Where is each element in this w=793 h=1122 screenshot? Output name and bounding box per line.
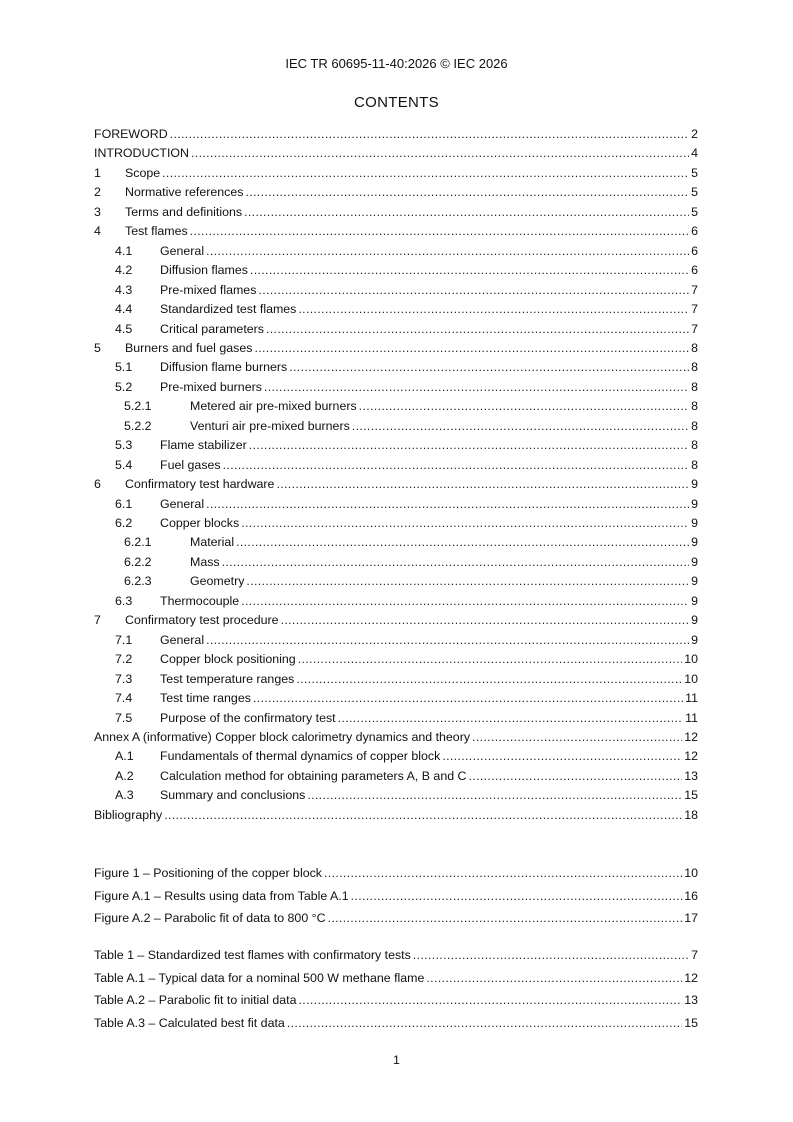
dot-leader <box>164 807 682 823</box>
toc-entry[interactable] <box>94 554 698 570</box>
toc-entry-number: 6.2.2 <box>124 554 152 569</box>
toc-entry-title: Fuel gases <box>160 457 221 472</box>
toc-entry-page: 10 <box>684 652 698 667</box>
toc-entry-page: 18 <box>684 807 698 822</box>
toc-entry-page: 10 <box>684 671 698 686</box>
dot-leader <box>276 476 689 492</box>
figure-entry[interactable] <box>94 865 698 881</box>
dot-leader <box>413 947 689 963</box>
dot-leader <box>266 321 689 337</box>
toc-entry-page: 9 <box>691 632 698 647</box>
toc-entry-page: 7 <box>691 302 698 317</box>
toc-entry[interactable] <box>94 398 698 414</box>
toc-entry[interactable] <box>94 593 698 609</box>
dot-leader <box>324 865 682 881</box>
toc-entry[interactable] <box>94 165 698 181</box>
dot-leader <box>307 787 682 803</box>
toc-entry-page: 2 <box>691 127 698 141</box>
figure-entry-page: 16 <box>684 888 698 903</box>
toc-entry[interactable] <box>94 359 698 375</box>
toc-entry[interactable] <box>94 184 698 200</box>
dot-leader <box>287 1015 682 1031</box>
table-entry[interactable] <box>94 1015 698 1031</box>
toc-entry-page: 4 <box>691 146 698 161</box>
toc-entry[interactable] <box>94 145 698 161</box>
dot-leader <box>338 710 684 726</box>
toc-entry-title: General <box>160 632 205 647</box>
toc-entry-page: 6 <box>691 243 698 258</box>
toc-entry-title: FOREWORD <box>94 127 168 141</box>
toc-entry-title: Pre-mixed burners <box>160 379 262 394</box>
toc-entry[interactable] <box>94 282 698 298</box>
toc-entry[interactable] <box>94 126 698 142</box>
toc-entry-title: Mass <box>190 554 220 569</box>
toc-entry-page: 8 <box>691 418 698 433</box>
toc-entry[interactable] <box>94 476 698 492</box>
toc-entry-title: Confirmatory test procedure <box>125 613 279 628</box>
toc-entry-title: Terms and definitions <box>125 204 243 219</box>
toc-entry-title: Diffusion flame burners <box>160 360 288 375</box>
toc-entry-page: 11 <box>685 691 698 706</box>
toc-entry-number: A.1 <box>115 749 134 764</box>
toc-entry-title: Bibliography <box>94 807 163 822</box>
toc-entry-number: 5.2 <box>115 379 133 394</box>
toc-entry-number: 5.3 <box>115 438 133 453</box>
toc-entry-title: Test time ranges <box>160 691 251 706</box>
dot-leader <box>223 457 689 473</box>
table-entry[interactable] <box>94 970 698 986</box>
dot-leader <box>170 126 689 142</box>
dot-leader <box>246 573 689 589</box>
toc-entry-page: 5 <box>691 185 698 200</box>
toc-entry[interactable] <box>94 223 698 239</box>
toc-entry-page: 7 <box>691 282 698 297</box>
table-entry-title: Table A.2 – Parabolic fit to initial data <box>94 993 297 1008</box>
dot-leader <box>162 165 689 181</box>
toc-entry-page: 8 <box>691 379 698 394</box>
toc-entry-number: 6.2 <box>115 516 133 530</box>
toc-entry-number: 5 <box>94 340 101 355</box>
toc-entry[interactable] <box>94 748 698 764</box>
dot-leader <box>469 768 683 784</box>
toc-entry-number: 4.1 <box>115 243 133 258</box>
toc-entry-title: Burners and fuel gases <box>125 340 253 355</box>
toc-entry-title: General <box>160 496 205 511</box>
toc-entry-title: Material <box>190 535 235 550</box>
toc-entry[interactable] <box>94 612 698 628</box>
toc-entry-page: 7 <box>691 321 698 336</box>
dot-leader <box>245 184 689 200</box>
toc-entry[interactable] <box>94 321 698 337</box>
dot-leader <box>244 204 689 220</box>
toc-entry-page: 12 <box>684 729 698 744</box>
dot-leader <box>236 534 689 550</box>
toc-entry-title: INTRODUCTION <box>94 146 189 161</box>
dot-leader <box>442 748 682 764</box>
toc-entry-number: 7 <box>94 613 101 628</box>
dot-leader <box>206 243 689 259</box>
table-entry-page: 15 <box>684 1015 698 1030</box>
toc-entry-title: Geometry <box>190 574 245 589</box>
figure-entry-page: 17 <box>684 911 698 925</box>
toc-entry[interactable] <box>94 573 698 589</box>
toc-entry[interactable] <box>94 515 698 531</box>
dot-leader <box>359 398 689 414</box>
toc-entry-number: 7.3 <box>115 671 133 686</box>
figure-entry[interactable] <box>94 910 698 926</box>
table-entry-page: 12 <box>684 970 698 985</box>
toc-entry-page: 9 <box>691 535 698 550</box>
figure-entry-title: Figure A.2 – Parabolic fit of data to 800 °C <box>94 911 326 925</box>
toc-entry[interactable] <box>94 340 698 356</box>
toc-entry[interactable] <box>94 768 698 784</box>
dot-leader <box>426 970 682 986</box>
toc-entry-page: 13 <box>684 768 698 783</box>
toc-entry-number: 1 <box>94 165 101 180</box>
figure-entry[interactable] <box>94 888 698 904</box>
toc-entry-number: 5.4 <box>115 457 133 472</box>
toc-entry-page: 15 <box>684 788 698 803</box>
page-number: 1 <box>393 1053 400 1067</box>
dot-leader <box>206 632 689 648</box>
dot-leader <box>264 379 689 395</box>
table-entry-page: 13 <box>684 993 698 1008</box>
toc-entry-page: 11 <box>685 710 698 725</box>
toc-entry-page: 9 <box>691 554 698 569</box>
toc-entry-number: 5.2.1 <box>124 399 152 414</box>
dot-leader <box>328 910 683 926</box>
toc-entry-page: 9 <box>691 593 698 608</box>
toc-entry-page: 8 <box>691 360 698 375</box>
toc-entry[interactable] <box>94 243 698 259</box>
toc-entry-title: General <box>160 243 205 258</box>
dot-leader <box>254 340 689 356</box>
dot-leader <box>296 671 682 687</box>
toc-entry-number: 4.5 <box>115 321 133 336</box>
toc-entry-number: 4.2 <box>115 263 133 278</box>
toc-entry-title: Critical parameters <box>160 321 264 336</box>
toc-entry-title: Normative references <box>125 185 244 200</box>
table-entry[interactable] <box>94 947 698 963</box>
toc-entry-number: 3 <box>94 204 101 219</box>
dot-leader <box>250 262 689 278</box>
toc-entry-title: Scope <box>125 165 161 180</box>
toc-entry-title: Annex A (informative) Copper block calorimetry dynamics and theory <box>94 729 471 744</box>
table-entry-title: Table A.1 – Typical data for a nominal 500 W methane flame <box>94 970 425 985</box>
figure-entry-title: Figure A.1 – Results using data from Table A.1 <box>94 888 349 903</box>
toc-entry-page: 6 <box>691 224 698 239</box>
toc-entry-title: Pre-mixed flames <box>160 282 257 297</box>
toc-entry-page: 9 <box>691 574 698 589</box>
table-entry-title: Table A.3 – Calculated best fit data <box>94 1015 285 1030</box>
toc-entry[interactable] <box>94 301 698 317</box>
toc-entry-number: 5.2.2 <box>124 418 152 433</box>
toc-entry-number: 7.2 <box>115 652 133 667</box>
toc-entry-number: 6.2.1 <box>124 535 152 550</box>
toc-entry-page: 9 <box>691 496 698 511</box>
dot-leader <box>241 593 689 609</box>
toc-entry-number: 4.3 <box>115 282 133 297</box>
toc-entry-number: 7.1 <box>115 632 133 647</box>
toc-entry-title: Copper block positioning <box>160 652 296 667</box>
toc-entry-number: 7.5 <box>115 710 133 725</box>
toc-entry-page: 8 <box>691 438 698 453</box>
toc-entry-title: Thermocouple <box>160 593 240 608</box>
dot-leader <box>206 496 689 512</box>
toc-entry[interactable] <box>94 534 698 550</box>
toc-entry-page: 6 <box>691 263 698 278</box>
toc-entry-page: 12 <box>684 749 698 764</box>
dot-leader <box>299 992 683 1008</box>
contents-heading: CONTENTS <box>354 94 439 111</box>
toc-entry[interactable] <box>94 729 698 745</box>
dot-leader <box>190 223 689 239</box>
toc-entry-number: A.3 <box>115 788 134 803</box>
toc-entry-number: 6.1 <box>115 496 133 511</box>
toc-entry-title: Test flames <box>125 224 188 239</box>
figure-entry-title: Figure 1 – Positioning of the copper block <box>94 866 322 880</box>
toc-entry[interactable] <box>94 632 698 648</box>
dot-leader <box>298 651 683 667</box>
toc-entry[interactable] <box>94 496 698 512</box>
toc-entry-number: 2 <box>94 185 101 200</box>
toc-entry-title: Copper blocks <box>160 516 240 530</box>
toc-entry-title: Flame stabilizer <box>160 438 247 453</box>
document-header: IEC TR 60695-11-40:2026 © IEC 2026 <box>285 56 508 71</box>
toc-entry-title: Diffusion flames <box>160 263 248 278</box>
toc-entry[interactable] <box>94 651 698 667</box>
toc-entry-number: 5.1 <box>115 360 133 375</box>
toc-entry[interactable] <box>94 807 698 823</box>
toc-entry-page: 8 <box>691 399 698 414</box>
toc-entry-page: 9 <box>691 516 698 530</box>
dot-leader <box>352 418 689 434</box>
toc-entry[interactable] <box>94 710 698 726</box>
toc-entry-title: Standardized test flames <box>160 302 297 317</box>
toc-entry-page: 9 <box>691 477 698 492</box>
toc-entry[interactable] <box>94 379 698 395</box>
toc-entry-number: 4.4 <box>115 302 133 317</box>
dot-leader <box>241 515 689 531</box>
toc-entry[interactable] <box>94 457 698 473</box>
dot-leader <box>298 301 689 317</box>
dot-leader <box>351 888 683 904</box>
dot-leader <box>253 690 683 706</box>
toc-entry-page: 5 <box>691 165 698 180</box>
toc-entry[interactable] <box>94 262 698 278</box>
toc-entry-number: A.2 <box>115 768 134 783</box>
dot-leader <box>222 554 689 570</box>
toc-entry-number: 4 <box>94 224 101 239</box>
toc-entry-number: 6.2.3 <box>124 574 152 589</box>
toc-entry-number: 6.3 <box>115 593 133 608</box>
toc-entry[interactable] <box>94 787 698 803</box>
table-entry-title: Table 1 – Standardized test flames with confirmatory tests <box>94 948 411 962</box>
toc-entry[interactable] <box>94 671 698 687</box>
toc-entry-page: 8 <box>691 340 698 355</box>
dot-leader <box>281 612 690 628</box>
toc-entry-title: Venturi air pre-mixed burners <box>190 418 350 433</box>
toc-entry[interactable] <box>94 437 698 453</box>
dot-leader <box>249 437 689 453</box>
toc-entry-page: 8 <box>691 457 698 472</box>
toc-entry-number: 6 <box>94 477 101 492</box>
toc-entry-page: 5 <box>691 204 698 219</box>
toc-entry-title: Metered air pre-mixed burners <box>190 399 357 414</box>
toc-entry-title: Summary and conclusions <box>160 788 306 803</box>
table-entry-page: 7 <box>691 948 698 962</box>
toc-entry-number: 7.4 <box>115 691 133 706</box>
toc-entry-title: Test temperature ranges <box>160 671 295 686</box>
dot-leader <box>191 145 689 161</box>
toc-entry[interactable] <box>94 418 698 434</box>
table-entry[interactable] <box>94 992 698 1008</box>
toc-entry-page: 9 <box>691 613 698 628</box>
figure-entry-page: 10 <box>684 866 698 880</box>
toc-entry-title: Purpose of the confirmatory test <box>160 710 336 725</box>
toc-entry[interactable] <box>94 204 698 220</box>
dot-leader <box>258 282 689 298</box>
toc-entry-title: Fundamentals of thermal dynamics of copper block <box>160 749 441 764</box>
dot-leader <box>472 729 682 745</box>
toc-entry[interactable] <box>94 690 698 706</box>
toc-entry-title: Calculation method for obtaining parameters A, B and C <box>160 768 467 783</box>
toc-entry-title: Confirmatory test hardware <box>125 477 275 492</box>
dot-leader <box>289 359 689 375</box>
